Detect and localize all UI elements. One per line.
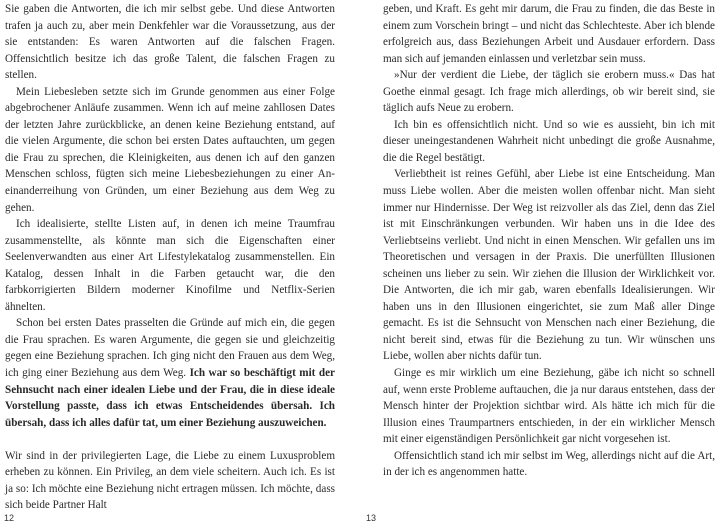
paragraph (5, 315, 335, 431)
paragraph: Mein Liebesleben setzte sich im Grunde genommen aus einer Folge abgebrochener Anläufe zusammen. Wenn ich auf meine zahllosen Dates der letzten Jahre zurückblicke, an denen keine Beziehung entstand, auf die vielen Argumente, die schon bei ersten Dates auftauchten, um gegen die Frau zu sprechen, die Kleinigkeiten, aus denen ich auf den ganzen Menschen schloss, fügten sich meine Liebesbeziehungen zu einer Aneinanderreihung von Gründen, um einer Beziehung aus dem Weg zu gehen. (5, 85, 335, 214)
right-page (360, 0, 720, 530)
paragraph: Verliebtheit ist reines Gefühl, aber Liebe ist eine Entscheidung. Man muss Liebe wollen. Aber die meisten wollen offenbar nicht. Man sieht immer nur Hindernisse. Der Weg ist reizvoller als das Ziel, denn das Ziel ist mit Einschränkungen verbunden. Wir haben uns in die Idee des Verliebtseins verliebt. Und nicht in einen Menschen. Wir gefallen uns im Theoretischen und versagen in der Praxis. Die unerfüllten Illusionen scheinen uns lieber zu sein. Wir ziehen die Illusion der Wirklichkeit vor. Die Antworten, die ich mir gab, waren ebenfalls Idealisierungen. Wir haben uns in den Illusionen eingerichtet, sie zum Maß aller Dinge gemacht. Es ist die Sehnsucht von Menschen nach einer Beziehung, die nicht bereit sind, etwas für die Beziehung zu tun. Wir wünschen uns Liebe, wollen aber nichts dafür tun. (383, 168, 715, 363)
paragraph: »Nur der verdient die Liebe, der täglich sie erobern muss.« Das hat Goethe einmal gesagt. Ich frage mich allerdings, ob wir bereit sind, sie täglich aufs Neue zu erobern. (383, 69, 715, 115)
paragraph-text: Schon bei ersten Dates prasselten die Gründe auf mich ein, die gegen die Frau sprachen. Es waren Argumente, die gegen sie und gleichzeitig gegen eine Beziehung sprachen. Ich ging nicht den Frauen aus dem Weg, ich ging einer Beziehung aus dem Weg. (5, 317, 335, 380)
paragraph: Ich idealisierte, stellte Listen auf, in denen ich meine Traumfrau zusammenstellte, als könnte man sich die Eigenschaften einer Seelenverwandten aus einer Art Lifestylekatalog zusammenstellen. Ein Katalog, dessen Inhalt in die Farben getaucht war, die den farbkorrigierten Bildern moderner Kinofilme und Netflix-Serien ähnelten. (5, 218, 335, 313)
bold-passage: Ich war so beschäftigt mit der Sehnsucht nach einer idealen Liebe und der Frau, die in diese ideale Vorstellung passte, dass ich etwas Entscheidendes übersah. Ich übersah, dass ich alles dafür tat, um einer Beziehung auszuweichen. (5, 367, 335, 429)
paragraph: Offensichtlich stand ich mir selbst im Weg, allerdings nicht auf die Art, in der ich es angenommen hatte. (383, 449, 715, 479)
page-number-right: 13 (366, 513, 377, 523)
page-number-left: 12 (4, 513, 15, 523)
right-text-column (383, 1, 715, 481)
left-text-column (5, 1, 335, 514)
paragraph: Wir sind in der privilegierten Lage, die Liebe zu einem Luxusproblem erheben zu können. Ein Privileg, an dem viele scheitern. Auch ich. Es ist ja so: Ich möchte eine Beziehung nicht ertragen müssen. Ich möchte, dass sich beide Partner Halt (5, 449, 335, 512)
paragraph: Ginge es mir wirklich um eine Beziehung, gäbe ich nicht so schnell auf, wenn erste Probleme auftauchen, die ja nur daraus entstehen, dass der Mensch hinter der Projektion sichtbar wird. Als hätte ich mich für die Illusion eines Traumpartners entschieden, in der ein wirklicher Mensch mit einer eigenständigen Persönlichkeit gar nicht vorgesehen ist. (383, 367, 715, 446)
paragraph: Ich bin es offensichtlich nicht. Und so wie es aussieht, bin ich mit dieser uneingestandenen Wahrheit nicht unbedingt die große Ausnahme, die die Regel bestätigt. (383, 118, 715, 164)
paragraph: Sie gaben die Antworten, die ich mir selbst gebe. Und diese Antworten trafen ja auch zu, aber mein Denkfehler war die Voraussetzung, aus der sie entstanden: Es waren Antworten auf die falschen Fragen. Offensichtlich besitze ich das große Talent, die falschen Fragen zu stellen. (5, 3, 335, 82)
paragraph: geben, und Kraft. Es geht mir darum, die Frau zu finden, die das Beste in einem zum Vorschein bringt – und nicht das Schlechteste. Aber ich blende erfolgreich aus, dass Beziehungen Arbeit und Ausdauer erfordern. Dass man sich auf jemanden einlassen und verletzbar sein muss. (383, 3, 715, 65)
